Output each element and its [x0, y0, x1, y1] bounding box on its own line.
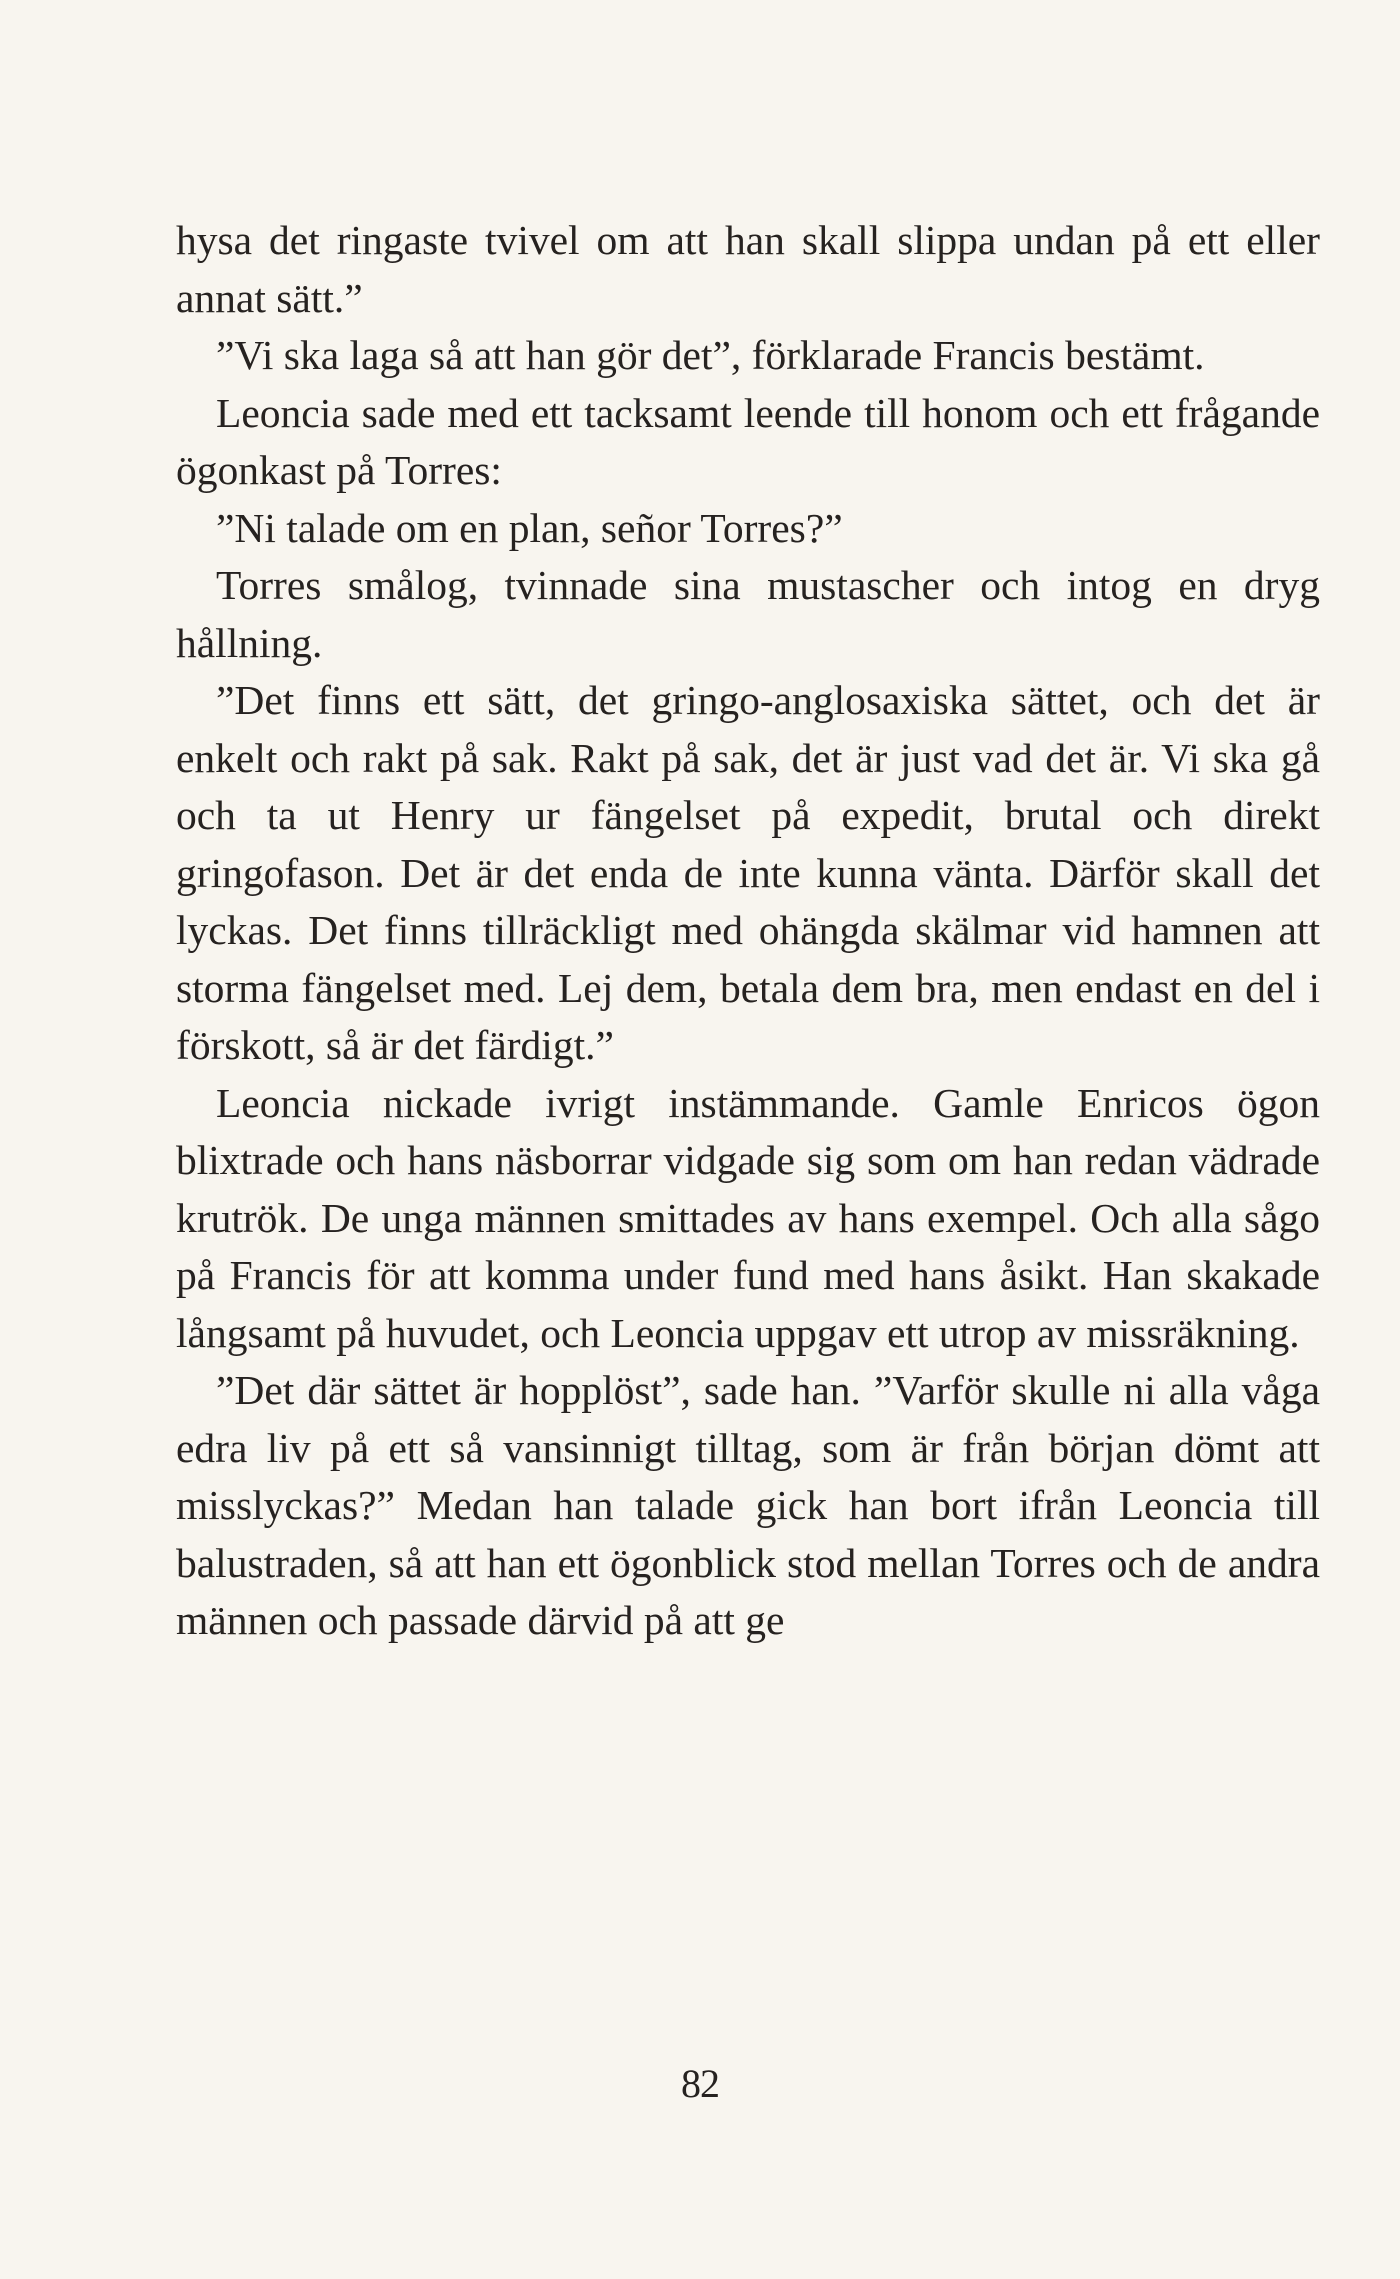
paragraph-4: ”Ni talade om en plan, señor Torres?” — [216, 504, 843, 551]
paragraph-2: ”Vi ska laga så att han gör det”, förklarade Francis bestämt. — [216, 332, 1205, 378]
paragraph-3: Leoncia sade med ett tacksamt leende till honom och ett frågande ögonkast på Torres: — [176, 389, 1320, 493]
paragraph-8: ”Det där sättet är hopplöst”, sade han. ”Varför skulle ni alla våga edra liv på ett så vansinnigt tilltag, som är från början dömt att misslyckas?” Medan han talade gick han bort ifrån Leoncia till balustraden, så att han ett ögonblick stod mellan Torres och de andra männen och passade därvid på att ge — [176, 1367, 1320, 1643]
paragraph-6: ”Det finns ett sätt, det gringo-anglosaxiska sättet, och det är enkelt och rakt på sak. Rakt på sak, det är just vad det är. Vi ska gå och ta ut Henry ur fängelset på expedit, brutal och direkt gringofason. Det är det enda de inte kunna vänta. Därför skall det lyckas. Det finns tillräckligt med ohängda skälmar vid hamnen att storma fängelset med. Lej dem, betala dem bra, men endast en del i förskott, så är det färdigt.” — [176, 677, 1320, 1068]
paragraph-7: Leoncia nickade ivrigt instämmande. Gamle Enricos ögon blixtrade och hans näsborrar vidgade sig som om han redan vädrade krutrök. De unga männen smittades av hans exempel. Och alla sågo på Francis för att komma under fund med hans åsikt. Han skakade långsamt på huvudet, och Leoncia uppgav ett utrop av missräkning. — [176, 1079, 1320, 1356]
page-number: 82 — [681, 2061, 719, 2106]
body-text — [176, 212, 1320, 1650]
paragraph-5: Torres smålog, tvinnade sina mustascher och intog en dryg hållning. — [176, 562, 1320, 666]
paragraph-1: hysa det ringaste tvivel om att han skall slippa undan på ett eller annat sätt.” — [176, 217, 1320, 321]
